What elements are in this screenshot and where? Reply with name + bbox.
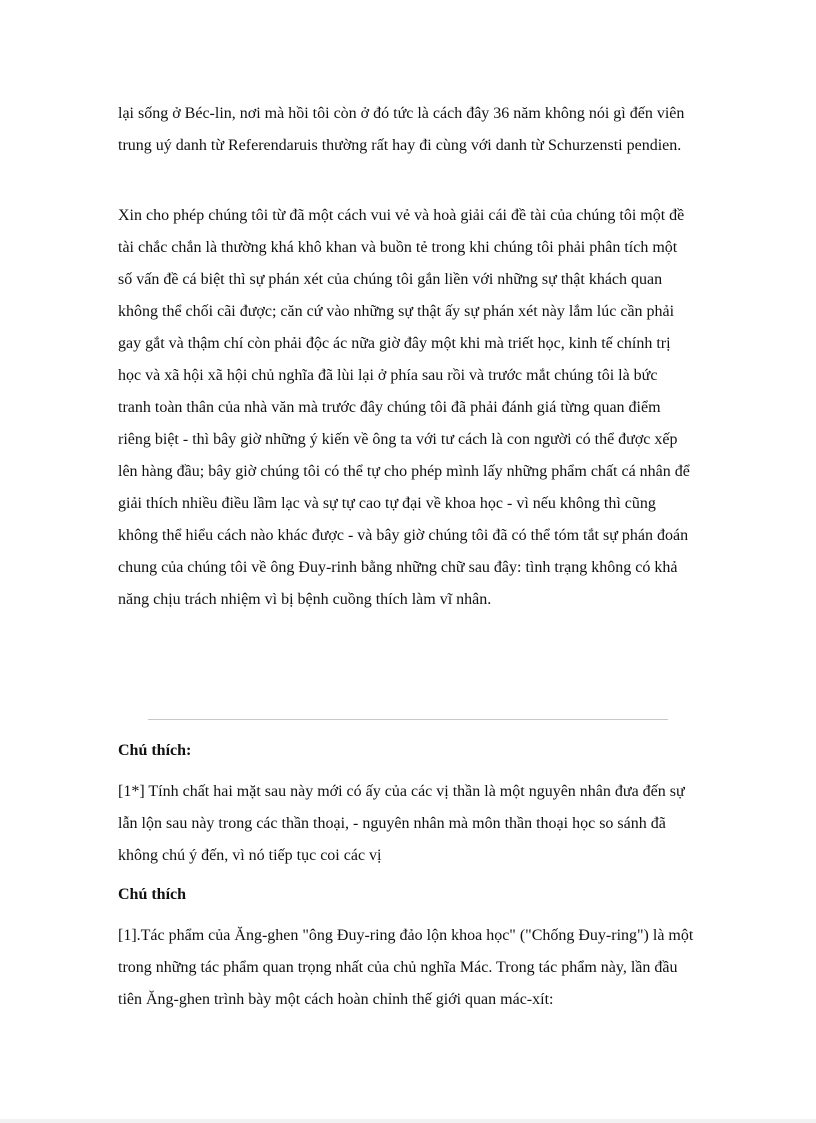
notes-heading: Chú thích: [118, 742, 192, 759]
footnote-text: [1*] Tính chất hai mặt sau này mới có ấy của các vị thần là một nguyên nhân đưa đến sự lẫn lộn sau này trong các thần thoại, - nguyên nhân mà môn thần thoại học so sánh đã không chú ý đến, vì nó tiếp tục coi các vị [118, 783, 685, 864]
notes-heading: Chú thích [118, 886, 187, 903]
page-bottom-edge [0, 1119, 816, 1123]
footnote-text: [1].Tác phẩm của Ăng-ghen "ông Đuy-ring đảo lộn khoa học" ("Chống Đuy-ring") là một trong những tác phẩm quan trọng nhất của chủ nghĩa Mác. Trong tác phẩm này, lần đầu tiên Ăng-ghen trình bày một cách hoàn chỉnh thế giới quan mác-xít: [118, 927, 694, 1008]
body-paragraph: lại sống ở Béc-lin, nơi mà hồi tôi còn ở đó tức là cách đây 36 năm không nói gì đến viên trung uý danh từ Referendaruis thường rất hay đi cùng với danh từ Schurzensti pendien. [118, 105, 685, 154]
footnote-separator [148, 719, 668, 720]
body-paragraph: Xin cho phép chúng tôi từ đã một cách vui vẻ và hoà giải cái đề tài của chúng tôi một đề tài chắc chắn là thường khá khô khan và buồn tẻ trong khi chúng tôi phải phân tích một số vấn đề cá biệt thì sự phán xét của chúng tôi gắn liền với những sự thật khách quan không thể chối cãi được; căn cứ vào những sự thật ấy sự phán xét này lắm lúc cần phải gay gắt và thậm chí còn phải độc ác nữa giờ đây một khi mà triết học, kinh tế chính trị học và xã hội xã hội chủ nghĩa đã lùi lại ở phía sau rồi và trước mắt chúng tôi là bức tranh toàn thân của nhà văn mà trước đây chúng tôi đã phải đánh giá từng quan điểm riêng biệt - thì bây giờ những ý kiến về ông ta với tư cách là con người có thể được xếp lên hàng đầu; bây giờ chúng tôi có thể tự cho phép mình lấy những phẩm chất cá nhân để giải thích nhiều điều lầm lạc và sự tự cao tự đại về khoa học - vì nếu không thì cũng không thể hiểu cách nào khác được - và bây giờ chúng tôi đã có thể tóm tắt sự phán đoán chung của chúng tôi về ông Đuy-rinh bằng những chữ sau đây: tình trạng không có khả năng chịu trách nhiệm vì bị bệnh cuồng thích làm vĩ nhân. [118, 207, 690, 608]
